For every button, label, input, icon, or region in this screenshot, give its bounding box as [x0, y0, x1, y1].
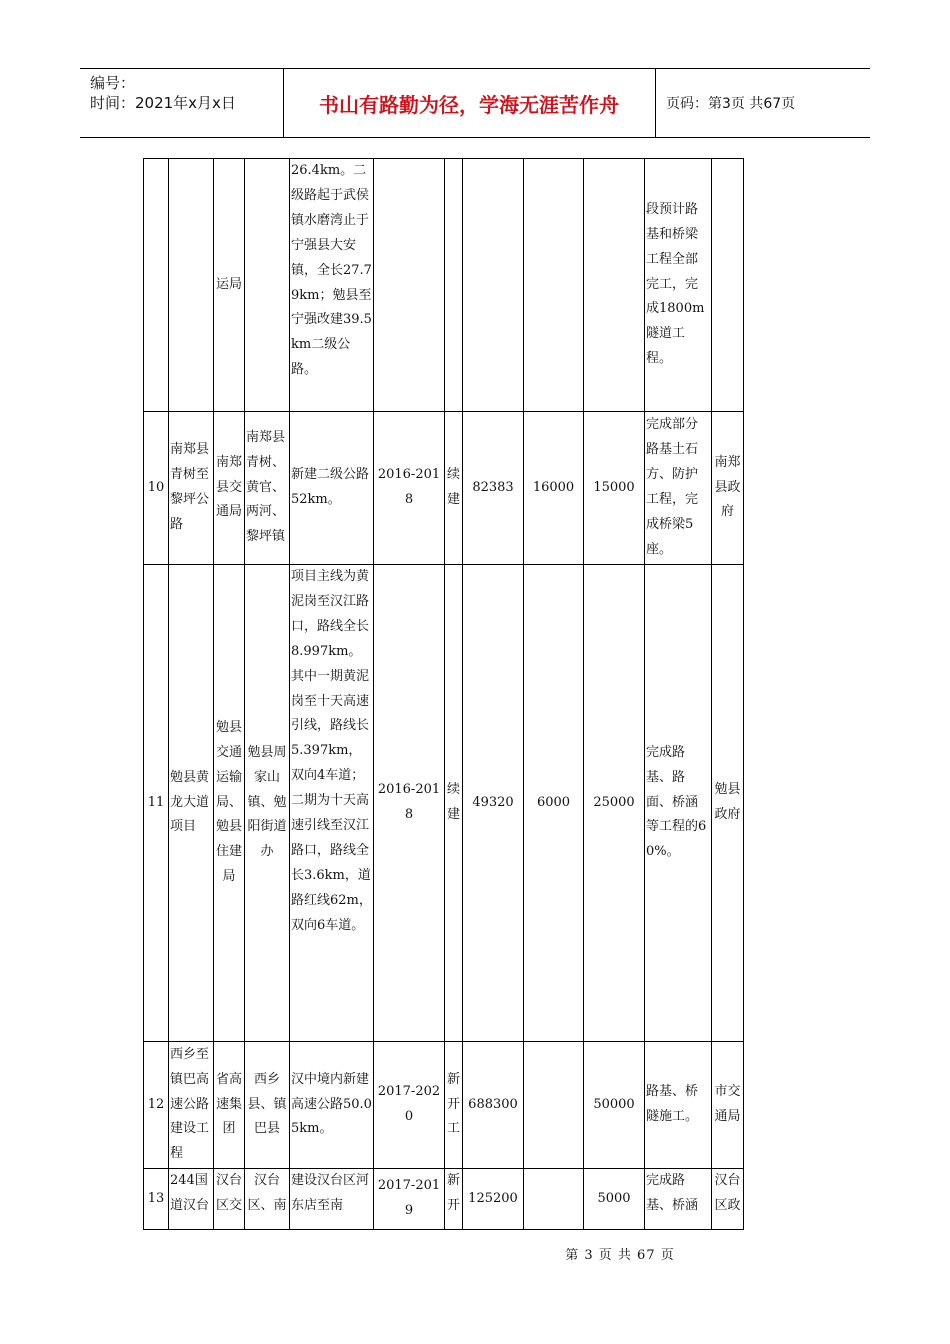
cell-total: 49320	[463, 565, 524, 1042]
cell-owner: 勉县政府	[712, 565, 744, 1042]
page-footer: 第 3 页 共 67 页	[565, 1248, 675, 1263]
cell-value-1: 6000	[524, 565, 584, 1042]
cell-progress: 完成路基、桥涵	[645, 1169, 712, 1230]
cell-value-1	[524, 1042, 584, 1169]
cell-period: 2017-2019	[374, 1169, 445, 1230]
cell-period: 2016-2018	[374, 412, 445, 565]
cell-unit: 南郑县交通局	[214, 412, 245, 565]
cell-location: 南郑县青树、黄官、两河、黎坪镇	[245, 412, 290, 565]
cell-progress: 完成部分路基土石方、防护工程，完成桥梁5座。	[645, 412, 712, 565]
cell-no: 11	[144, 565, 169, 1042]
cell-type: 续建	[445, 412, 463, 565]
cell-progress: 段预计路基和桥梁工程全部完工，完成1800m隧道工程。	[645, 159, 712, 412]
cell-owner: 市交通局	[712, 1042, 744, 1169]
cell-name: 西乡至镇巴高速公路建设工程	[169, 1042, 214, 1169]
table-row	[144, 412, 744, 565]
cell-unit: 省高速集团	[214, 1042, 245, 1169]
cell-type	[445, 159, 463, 412]
cell-no: 10	[144, 412, 169, 565]
table-row	[144, 159, 744, 412]
cell-value-2: 5000	[584, 1169, 645, 1230]
cell-type: 续建	[445, 565, 463, 1042]
cell-content: 汉中境内新建高速公路50.05km。	[290, 1042, 374, 1169]
cell-no: 13	[144, 1169, 169, 1230]
cell-type: 新开	[445, 1169, 463, 1230]
header-meta	[90, 73, 236, 113]
cell-type: 新开工	[445, 1042, 463, 1169]
cell-name: 244国道汉台	[169, 1169, 214, 1230]
cell-period: 2017-2020	[374, 1042, 445, 1169]
header-divider	[655, 69, 656, 137]
cell-no	[144, 159, 169, 412]
cell-value-2: 50000	[584, 1042, 645, 1169]
cell-content: 项目主线为黄泥岗至汉江路口，路线全长8.997km。其中一期黄泥岗至十天高速引线，路线长5.397km，双向4车道；二期为十天高速引线至汉江路口，路线全长3.6km，道路红线62m，双向6车道。	[290, 565, 374, 1042]
cell-value-1: 16000	[524, 412, 584, 565]
table-row	[144, 1042, 744, 1169]
cell-name: 勉县黄龙大道项目	[169, 565, 214, 1042]
cell-value-2	[584, 159, 645, 412]
cell-content: 26.4km。二级路起于武侯镇水磨湾止于宁强县大安镇，全长27.79km；勉县至宁强改建39.5km二级公路。	[290, 159, 374, 412]
project-table	[143, 158, 744, 1230]
cell-total	[463, 159, 524, 412]
document-time: 时间：2021年x月x日	[90, 94, 236, 112]
cell-location: 西乡县、镇巴县	[245, 1042, 290, 1169]
cell-value-2: 15000	[584, 412, 645, 565]
document-number: 编号：	[90, 74, 136, 92]
cell-owner: 汉台区政	[712, 1169, 744, 1230]
cell-unit: 运局	[214, 159, 245, 412]
cell-value-2: 25000	[584, 565, 645, 1042]
cell-total: 125200	[463, 1169, 524, 1230]
cell-owner: 南郑县政府	[712, 412, 744, 565]
cell-location	[245, 159, 290, 412]
cell-unit: 勉县交通运输局、勉县住建局	[214, 565, 245, 1042]
cell-total: 688300	[463, 1042, 524, 1169]
cell-location: 勉县周家山镇、勉阳街道办	[245, 565, 290, 1042]
table-row	[144, 565, 744, 1042]
cell-unit: 汉台区交	[214, 1169, 245, 1230]
cell-name: 南郑县青树至黎坪公路	[169, 412, 214, 565]
cell-progress: 完成路基、路面、桥涵等工程的60%。	[645, 565, 712, 1042]
page-header	[80, 68, 870, 138]
header-page-number: 页码：第3页 共67页	[666, 96, 796, 112]
cell-owner	[712, 159, 744, 412]
cell-no: 12	[144, 1042, 169, 1169]
cell-progress: 路基、桥隧施工。	[645, 1042, 712, 1169]
cell-name	[169, 159, 214, 412]
header-motto: 书山有路勤为径，学海无涯苦作舟	[319, 92, 619, 117]
cell-value-1	[524, 1169, 584, 1230]
cell-content: 新建二级公路52km。	[290, 412, 374, 565]
cell-period: 2016-2018	[374, 565, 445, 1042]
cell-period	[374, 159, 445, 412]
cell-content: 建设汉台区河东店至南	[290, 1169, 374, 1230]
cell-total: 82383	[463, 412, 524, 565]
table-row	[144, 1169, 744, 1230]
cell-location: 汉台区、南	[245, 1169, 290, 1230]
cell-value-1	[524, 159, 584, 412]
